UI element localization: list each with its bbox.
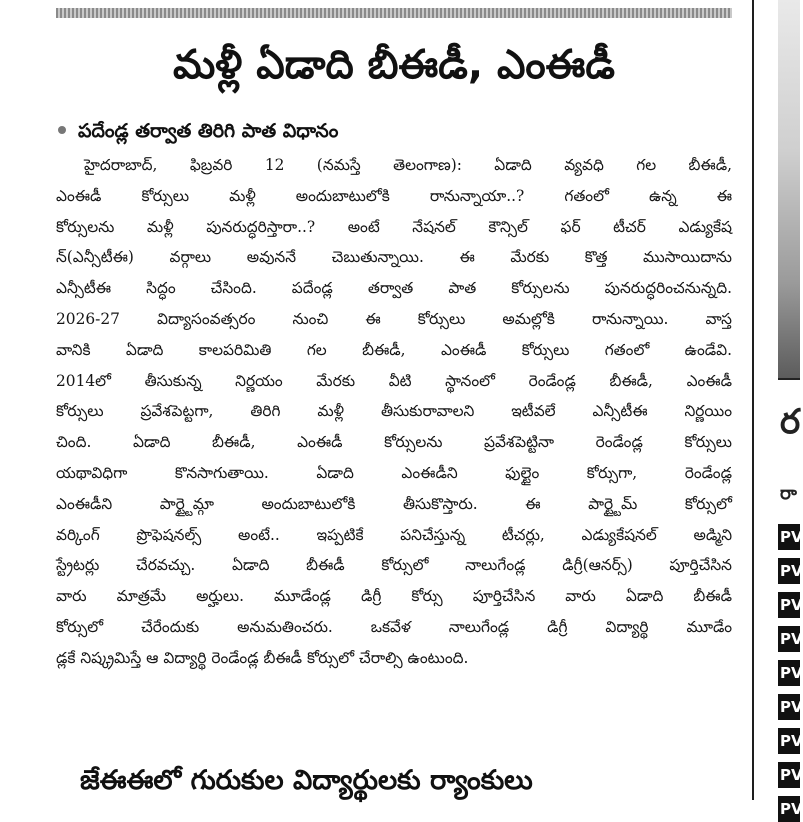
top-rule xyxy=(56,8,732,18)
body-line: ఎంఈడీ కోర్సులు మళ్లీ అందుబాటులోకి రానున్నాయా..? గతంలో ఉన్న ఈ xyxy=(56,186,732,205)
body-line: న్(ఎన్సీటీఈ) వర్గాలు అవుననే చెబుతున్నాయి. ఈ మేరకు కొత్త ముసాయిదాను xyxy=(56,248,732,267)
pv-label: PV xyxy=(778,592,800,618)
body-line: వర్కింగ్ ప్రొఫెషనల్స్ అంటే.. ఇప్పటికే పనిచేస్తున్న టీచర్లు, ఎడ్యుకేషనల్ అడ్మిని xyxy=(56,525,732,544)
body-line: కోర్సులో చేరేందుకు అనుమతించరు. ఒకవేళ నాలుగేండ్ల డిగ్రీ విద్యార్థి మూడేం xyxy=(56,617,732,636)
body-line: వానికి ఏడాది కాలపరిమితి గల బీఈడీ, ఎంఈడీ కోర్సులు గతంలో ఉండేవి. xyxy=(56,340,732,359)
body-line: ఎంఈడీని పార్ట్టైమ్గా అందుబాటులోకి తీసుకొస్తారు. ఈ పార్ట్టైమ్ కోర్సులో xyxy=(56,494,732,513)
body-line: 2014లో తీసుకున్న నిర్ణయం మేరకు వీటి స్థానంలో రెండేండ్ల బీఈడీ, ఎంఈడీ xyxy=(56,371,732,390)
body-line: కోర్సులు ప్రవేశపెట్టగా, తిరిగి మళ్లీ తీసుకురావాలని ఇటీవలే ఎన్సీటీఈ నిర్ణయిం xyxy=(56,402,732,421)
body-line: హైదరాబాద్, ఫిబ్రవరి 12 (నమస్తే తెలంగాణ): ఏడాది వ్యవధి గల బీఈడీ, xyxy=(84,156,732,174)
pv-label: PV xyxy=(778,728,800,754)
body-line: స్ట్రేటర్లు చేరవచ్చు. ఏడాది బీఈడీ కోర్సులో నాలుగేండ్ల డిగ్రీ(ఆనర్స్) పూర్తిచేసిన xyxy=(56,556,732,575)
article-body xyxy=(56,150,732,674)
adjacent-photo xyxy=(778,0,800,380)
body-line: యథావిధిగా కొనసాగుతాయి. ఏడాది ఎంఈడీని ఫుల్టైం కోర్సుగా, రెండేండ్ల xyxy=(56,463,732,482)
article-headline: మళ్లీ ఏడాది బీఈడీ, ఎంఈడీ xyxy=(172,42,616,88)
body-line: కోర్సులను మళ్లీ పునరుద్ధరిస్తారా..? అంటే నేషనల్ కౌన్సిల్ ఫర్ టీచర్ ఎడ్యుకేష xyxy=(56,217,732,236)
next-article-headline: జేఈఈలో గురుకుల విద్యార్థులకు ర్యాంకులు xyxy=(80,765,533,796)
article-subheading xyxy=(56,116,732,146)
body-line: చింది. ఏడాది బీఈడీ, ఎంఈడీ కోర్సులను ప్రవేశపెట్టినా రెండేండ్ల కోర్సులు xyxy=(56,433,732,452)
sidebar-subheading-fragment: రా xyxy=(780,483,797,504)
body-line: వారు మాత్రమే అర్హులు. మూడేండ్ల డిగ్రీ కోర్సు పూర్తిచేసిన వారు ఏడాది బీఈడీ xyxy=(56,587,732,606)
pv-label: PV xyxy=(778,558,800,584)
subheading-text: పదేండ్ల తర్వాత తిరిగి పాత విధానం xyxy=(78,120,339,142)
body-line: ఎన్సీటీఈ సిద్ధం చేసింది. పదేండ్ల తర్వాత పాత కోర్సులను పునరుద్ధరించనున్నది. xyxy=(56,279,732,298)
pv-label: PV xyxy=(778,660,800,686)
pv-label: PV xyxy=(778,524,800,550)
bullet-icon xyxy=(58,126,66,134)
body-line: డ్లకే నిష్క్రమిస్తే ఆ విద్యార్థి రెండేండ్ల బీఈడీ కోర్సులో చేరాల్సి ఉంటుంది. xyxy=(56,648,469,667)
pv-label: PV xyxy=(778,626,800,652)
sidebar-heading-fragment: ర xyxy=(780,402,801,442)
pv-label: PV xyxy=(778,694,800,720)
pv-label: PV xyxy=(778,762,800,788)
body-line: 2026-27 విద్యాసంవత్సరం నుంచి ఈ కోర్సులు అమల్లోకి రానున్నాయి. వాస్త xyxy=(56,309,732,328)
column-divider xyxy=(752,0,754,800)
pv-label: PV xyxy=(778,796,800,822)
